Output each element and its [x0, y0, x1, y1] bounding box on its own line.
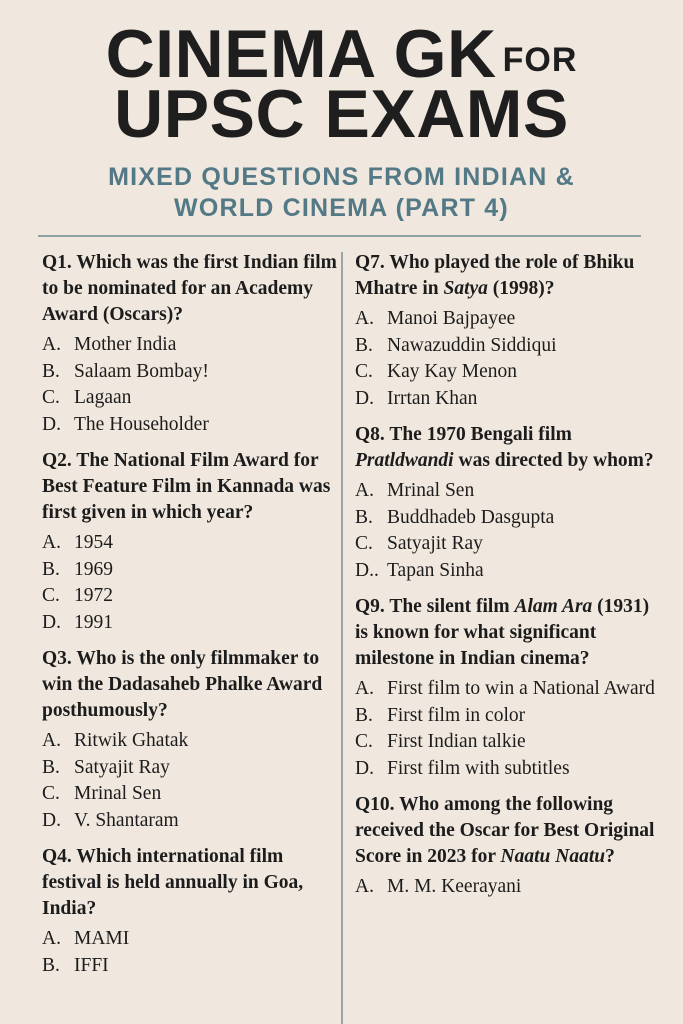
- option-text: Mrinal Sen: [387, 480, 475, 501]
- question-number: Q1.: [42, 252, 72, 273]
- film-title: Satya: [443, 278, 488, 299]
- option: [42, 808, 337, 835]
- option-letter: A.: [42, 730, 61, 751]
- title-line-2: UPSC EXAMS: [114, 76, 569, 152]
- option-text: Kay Kay Menon: [387, 361, 517, 382]
- question-body: Who among the following received the Oscar for Best Original Score in 2023 for: [355, 794, 655, 867]
- option-text: Satyajit Ray: [74, 756, 170, 778]
- option-letter: D.: [42, 611, 61, 633]
- option: [42, 583, 337, 610]
- option-text: Mother India: [74, 334, 177, 355]
- title-superscript: FOR: [502, 41, 578, 79]
- option-text: First Indian talkie: [387, 731, 526, 752]
- page-title: [0, 16, 683, 152]
- option-text: 1969: [74, 558, 113, 580]
- option-text: Satyajit Ray: [387, 533, 483, 554]
- question-body: Who is the only filmmaker to win the Dadasaheb Phalke Award posthumously?: [42, 648, 323, 721]
- title-main-text: CINEMA GK: [105, 16, 497, 92]
- option-letter: B.: [42, 756, 60, 778]
- question-1: [42, 250, 337, 438]
- option: [42, 557, 337, 584]
- question-3: [42, 646, 337, 834]
- option-text: Salaam Bombay!: [74, 360, 209, 382]
- right-column: [355, 250, 655, 911]
- option-letter: D..: [355, 559, 379, 581]
- options-list: [42, 332, 337, 438]
- option-text: 1991: [74, 611, 113, 633]
- film-title: Alam Ara: [514, 596, 593, 617]
- question-number: Q8.: [355, 424, 385, 445]
- option: [42, 610, 337, 637]
- question-body: The 1970 Bengali film: [384, 424, 572, 445]
- option: [355, 386, 655, 413]
- option: [42, 412, 337, 439]
- question-body-end: (1931) is known for what significant milestone in Indian cinema?: [355, 596, 650, 669]
- question-10: [355, 792, 655, 901]
- option: [42, 926, 337, 953]
- question-body-end: ?: [605, 846, 615, 867]
- option: [355, 505, 655, 532]
- option-letter: A.: [42, 334, 61, 355]
- question-4: [42, 844, 337, 979]
- question-8: [355, 422, 655, 584]
- option-text: MAMI: [74, 928, 130, 949]
- question-body: The silent film: [384, 596, 515, 617]
- question-text: [42, 448, 337, 526]
- options-list: [355, 676, 655, 782]
- option-letter: D.: [355, 757, 374, 779]
- option-letter: C.: [355, 361, 373, 382]
- question-text: [355, 422, 655, 474]
- option-text: Manoi Bajpayee: [387, 308, 516, 329]
- option-letter: D.: [42, 809, 61, 831]
- option-text: First film with subtitles: [387, 757, 570, 779]
- option-text: Ritwik Ghatak: [74, 730, 189, 751]
- option-text: First film to win a National Award: [387, 678, 655, 699]
- option: [355, 558, 655, 585]
- option: [355, 306, 655, 333]
- option: [355, 874, 655, 901]
- option-letter: C.: [355, 731, 373, 752]
- question-body: Who played the role of Bhiku Mhatre in: [355, 252, 635, 299]
- option-text: Lagaan: [74, 387, 132, 408]
- options-list: [355, 306, 655, 412]
- option: [42, 728, 337, 755]
- film-title: Pratldwandi: [355, 450, 454, 471]
- option-letter: A.: [42, 532, 61, 553]
- option-text: IFFI: [74, 954, 109, 976]
- options-list: [42, 728, 337, 834]
- question-9: [355, 594, 655, 782]
- question-text: [42, 646, 337, 724]
- question-7: [355, 250, 655, 412]
- option: [42, 953, 337, 980]
- options-list: [42, 530, 337, 636]
- column-divider: [341, 252, 343, 1024]
- option: [355, 676, 655, 703]
- option: [42, 359, 337, 386]
- option-letter: B.: [42, 954, 60, 976]
- option: [42, 781, 337, 808]
- option: [42, 332, 337, 359]
- options-list: [42, 926, 337, 979]
- question-2: [42, 448, 337, 636]
- option-letter: C.: [42, 585, 60, 606]
- option-text: Buddhadeb Dasgupta: [387, 506, 555, 528]
- option-text: The Householder: [74, 413, 209, 435]
- option-text: 1954: [74, 532, 113, 553]
- question-text: [42, 250, 337, 328]
- option-text: M. M. Keerayani: [387, 876, 522, 897]
- subtitle-line-1: MIXED QUESTIONS FROM INDIAN &: [108, 163, 575, 191]
- question-text: [355, 792, 655, 870]
- option-text: Nawazuddin Siddiqui: [387, 334, 557, 356]
- option-text: V. Shantaram: [74, 809, 179, 831]
- option-letter: A.: [355, 480, 374, 501]
- question-text: [42, 844, 337, 922]
- title-line-1: [0, 16, 683, 92]
- question-body: Which international film festival is held annually in Goa, India?: [42, 846, 304, 919]
- option: [42, 385, 337, 412]
- option: [355, 333, 655, 360]
- subtitle-line-2: WORLD CINEMA (PART 4): [174, 194, 509, 222]
- options-list: [355, 874, 655, 901]
- option-letter: C.: [42, 387, 60, 408]
- question-number: Q7.: [355, 252, 385, 273]
- option-text: 1972: [74, 585, 113, 606]
- option-text: Irrtan Khan: [387, 387, 478, 409]
- option-letter: A.: [42, 928, 61, 949]
- page-subtitle: [0, 162, 683, 224]
- header-divider: [38, 235, 641, 237]
- question-body-end: was directed by whom?: [453, 450, 654, 471]
- question-text: [355, 594, 655, 672]
- question-body: The National Film Award for Best Feature Film in Kannada was first given in which year?: [42, 450, 331, 523]
- option-letter: A.: [355, 308, 374, 329]
- option-letter: B.: [355, 334, 373, 356]
- option: [42, 755, 337, 782]
- option-letter: D.: [355, 387, 374, 409]
- options-list: [355, 478, 655, 584]
- option: [355, 478, 655, 505]
- question-body-end: (1998)?: [487, 278, 555, 299]
- option-letter: D.: [42, 413, 61, 435]
- option-letter: A.: [355, 678, 374, 699]
- option: [355, 729, 655, 756]
- question-number: Q2.: [42, 450, 72, 471]
- question-number: Q3.: [42, 648, 72, 669]
- question-number: Q9.: [355, 596, 385, 617]
- option-text: Mrinal Sen: [74, 783, 162, 804]
- question-body: Which was the first Indian film to be nominated for an Academy Award (Oscars)?: [42, 252, 337, 325]
- option: [355, 703, 655, 730]
- option-letter: B.: [42, 360, 60, 382]
- option-letter: C.: [42, 783, 60, 804]
- option-letter: A.: [355, 876, 374, 897]
- option-text: First film in color: [387, 704, 526, 726]
- option: [42, 530, 337, 557]
- question-text: [355, 250, 655, 302]
- option: [355, 359, 655, 386]
- option-letter: B.: [355, 506, 373, 528]
- film-title: Naatu Naatu: [500, 846, 606, 867]
- question-number: Q4.: [42, 846, 72, 867]
- left-column: [42, 250, 337, 989]
- option: [355, 531, 655, 558]
- question-number: Q10.: [355, 794, 395, 815]
- option-text: Tapan Sinha: [387, 559, 484, 581]
- option: [355, 756, 655, 783]
- option-letter: B.: [355, 704, 373, 726]
- option-letter: B.: [42, 558, 60, 580]
- option-letter: C.: [355, 533, 373, 554]
